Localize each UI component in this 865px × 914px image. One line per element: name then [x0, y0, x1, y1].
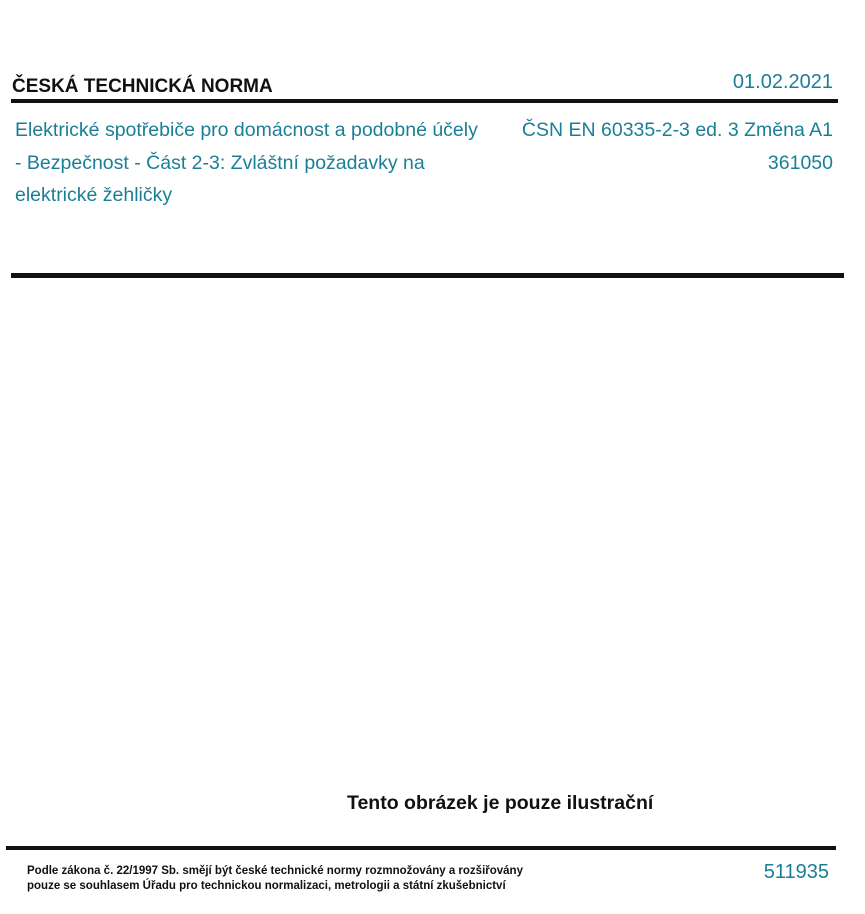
legal-notice-line-1: Podle zákona č. 22/1997 Sb. smějí být české technické normy rozmnožovány a rozšiřovány	[27, 865, 523, 877]
middle-divider	[11, 273, 844, 278]
document-title: Elektrické spotřebiče pro domácnost a podobné účely - Bezpečnost - Část 2-3: Zvláštní požadavky na elektrické žehličky	[15, 119, 478, 206]
class-number: 361050	[767, 151, 833, 174]
publication-date: 01.02.2021	[732, 71, 833, 93]
catalog-number: 511935	[763, 861, 829, 883]
illustration-note: Tento obrázek je pouze ilustrační	[347, 792, 654, 814]
document-code-block	[473, 114, 833, 179]
standard-code: ČSN EN 60335-2-3 ed. 3 Změna A1	[521, 119, 833, 141]
standard-header-title: ČESKÁ TECHNICKÁ NORMA	[12, 76, 273, 97]
top-divider	[11, 99, 838, 103]
bottom-divider	[6, 846, 836, 850]
legal-notice-line-2: pouze se souhlasem Úřadu pro technickou normalizaci, metrologii a státní zkušebnictví	[27, 880, 506, 892]
legal-notice	[27, 864, 627, 894]
